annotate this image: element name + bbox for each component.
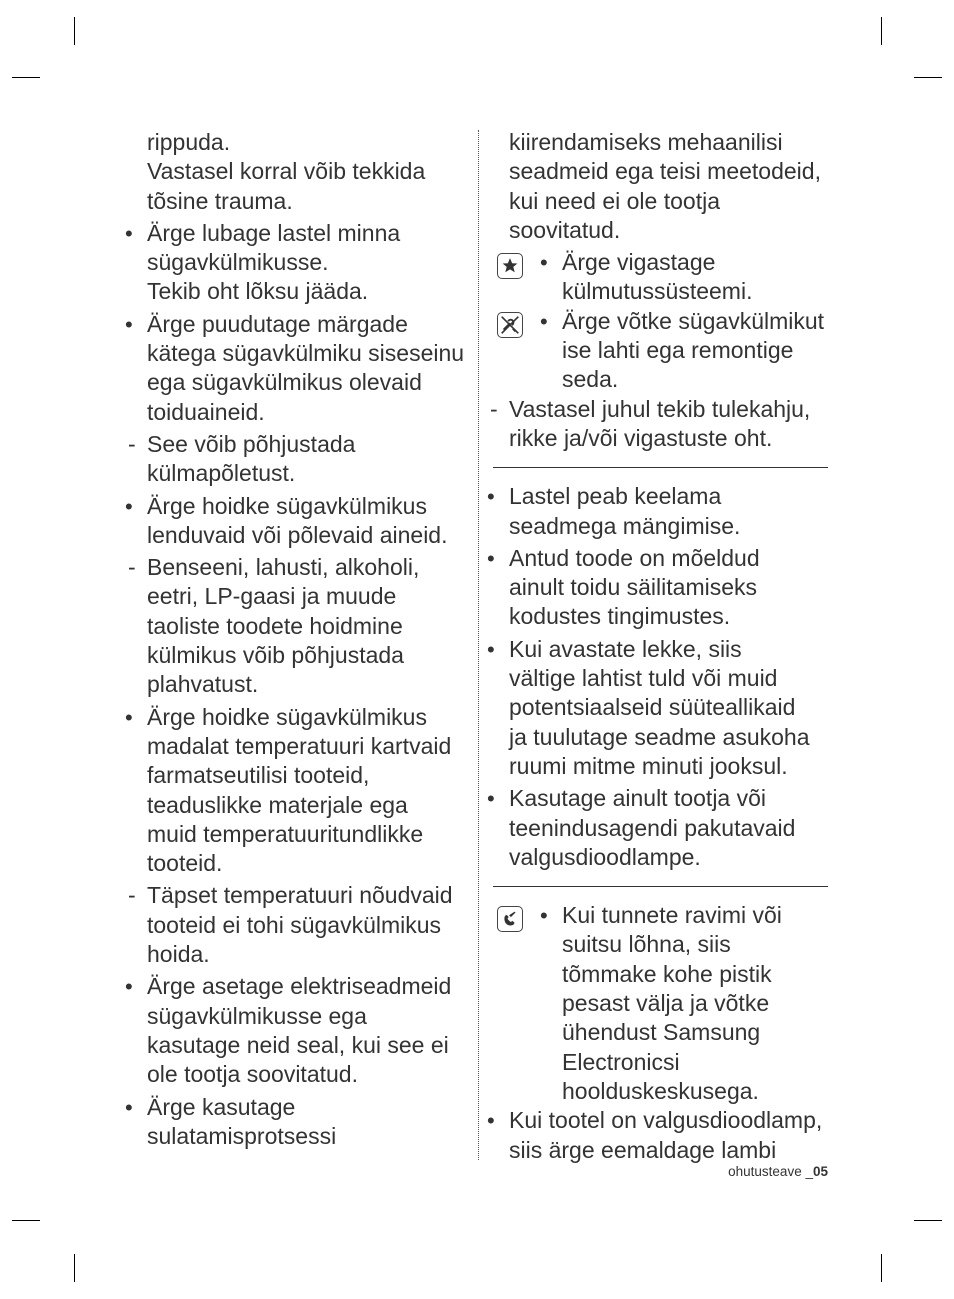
text-line: Antud toode on mõeldud [509, 544, 760, 571]
text-line: Benseeni, lahusti, alkoholi, [147, 554, 420, 581]
crop-mark [881, 1254, 882, 1282]
text-line: suitsu lõhna, siis [562, 931, 731, 958]
text-line: Kui tunnete ravimi või [562, 902, 782, 929]
text-line: seadmega mängimise. [509, 512, 741, 539]
bullet-icon: • [540, 250, 548, 276]
continued-text [486, 128, 836, 245]
crop-mark [881, 17, 882, 45]
text-line: ainult toidu säilitamiseks [509, 574, 758, 601]
crop-mark [74, 1254, 75, 1282]
right-column [486, 128, 836, 1168]
bullet-icon: • [487, 786, 495, 812]
text-line: Kui tootel on valgusdioodlamp, [509, 1107, 823, 1134]
text-line: Ärge hoidke sügavkülmikus [147, 703, 427, 730]
text-line: Kui avastate lekke, siis [509, 635, 742, 662]
text-line: tooteid. [147, 850, 223, 877]
text-line: Ärge asetage elektriseadmeid [147, 973, 452, 1000]
dash-icon: - [128, 430, 136, 457]
text-line: tõsine trauma. [147, 187, 293, 214]
text-line: külmapõletust. [147, 460, 296, 487]
text-line: muid temperatuuritundlikke [147, 820, 424, 847]
text-line: eetri, LP-gaasi ja muude [147, 583, 397, 610]
text-line: hoolduskeskusega. [562, 1077, 759, 1104]
no-disassembly-icon [497, 312, 523, 338]
text-line: kasutage neid seal, kui see ei [147, 1031, 449, 1058]
star-warning-icon [497, 253, 523, 279]
text-line: kui need ei ole tootja [509, 187, 720, 214]
text-line: potentsiaalseid süüteallikaid [509, 694, 796, 721]
text-line: pesast välja ja võtke [562, 990, 770, 1017]
text-line: Ärge lubage lastel minna [147, 219, 401, 246]
text-line: Täpset temperatuuri nõudvaid [147, 882, 453, 909]
text-line: farmatseutilisi tooteid, [147, 762, 370, 789]
text-line: ühendust Samsung [562, 1019, 761, 1046]
text-line: Ärge võtke sügavkülmikut [562, 307, 825, 334]
text-line: sulatamisprotsessi [147, 1122, 337, 1149]
text-line: siis ärge eemaldage lambi [509, 1136, 777, 1163]
dash-item [124, 881, 474, 969]
dash-icon: - [128, 882, 136, 909]
text-line: Kasutage ainult tootja või [509, 785, 767, 812]
text-line: külmikus võib põhjustada [147, 642, 404, 669]
text-line: lenduvaid või põlevaid aineid. [147, 521, 448, 548]
bullet-icon: • [125, 220, 133, 246]
bullet-item [124, 492, 474, 551]
text-line: ruumi mitme minuti jooksul. [509, 752, 788, 779]
footer-section: ohutusteave _ [728, 1164, 813, 1179]
text-line: Ärge hoidke sügavkülmikus [147, 492, 427, 519]
text-line: kiirendamiseks mehaanilisi [509, 129, 783, 155]
text-line: rippuda. [147, 129, 231, 155]
left-column [124, 128, 474, 1154]
icon-bullet-item [486, 307, 836, 395]
text-line: Ärge vigastage [562, 249, 716, 276]
bullet-icon: • [125, 493, 133, 519]
crop-mark [12, 77, 40, 78]
icon-bullet-item [486, 248, 836, 307]
text-line: soovitatud. [509, 216, 621, 243]
text-line: teaduslikke materjale ega [147, 791, 408, 818]
section-divider [493, 886, 828, 887]
page-footer [690, 1164, 828, 1179]
dash-item [124, 553, 474, 699]
text-line: ega sügavkülmikus olevaid [147, 369, 422, 396]
bullet-item [124, 1093, 474, 1152]
text-line: plahvatust. [147, 671, 259, 698]
text-line: madalat temperatuuri kartvaid [147, 732, 452, 759]
text-line: kodustes tingimustes. [509, 603, 731, 630]
text-line: külmutussüsteemi. [562, 278, 753, 305]
bullet-icon: • [487, 1108, 495, 1134]
dash-item [486, 395, 836, 454]
dash-item [124, 430, 474, 489]
dash-icon: - [128, 554, 136, 581]
dash-icon: - [490, 395, 498, 422]
text-line: ole tootja soovitatud. [147, 1061, 358, 1088]
bullet-item [124, 310, 474, 427]
bullet-icon: • [487, 484, 495, 510]
text-line: Ärge kasutage [147, 1093, 296, 1120]
text-line: ise lahti ega remontige [562, 337, 794, 364]
text-line: Vastasel juhul tekib tulekahju, [509, 395, 811, 422]
bullet-item [486, 482, 836, 541]
bullet-icon: • [487, 636, 495, 662]
page-number: 05 [812, 1164, 828, 1179]
bullet-item [486, 544, 836, 632]
text-line: Ärge puudutage märgade [147, 310, 408, 337]
crop-mark [914, 77, 942, 78]
text-line: toiduaineid. [147, 398, 265, 425]
text-line: rikke ja/või vigastuste oht. [509, 424, 773, 451]
text-line: kätega sügavkülmiku siseseinu [147, 340, 465, 367]
text-line: seadmeid ega teisi meetodeid, [509, 158, 821, 185]
text-line: See võib põhjustada [147, 430, 356, 457]
text-line: valgusdioodlampe. [509, 843, 701, 870]
bullet-icon: • [125, 311, 133, 337]
text-line: sügavkülmikusse ega [147, 1002, 367, 1029]
column-divider [478, 130, 479, 1160]
phone-service-icon [497, 906, 523, 932]
bullet-icon: • [125, 704, 133, 730]
bullet-item [124, 972, 474, 1089]
text-line: taoliste toodete hoidmine [147, 612, 403, 639]
bullet-item [124, 219, 474, 307]
text-line: ja tuulutage seadme asukoha [509, 723, 810, 750]
bullet-icon: • [125, 1094, 133, 1120]
text-line: Electronicsi [562, 1048, 680, 1075]
text-line: teenindusagendi pakutavaid [509, 814, 796, 841]
text-line: seda. [562, 366, 619, 393]
bullet-item [486, 784, 836, 872]
icon-bullet-item [486, 901, 836, 1106]
bullet-icon: • [540, 903, 548, 929]
text-line: hoida. [147, 941, 210, 968]
section-divider [493, 467, 828, 468]
bullet-icon: • [487, 545, 495, 571]
text-line: Lastel peab keelama [509, 483, 722, 510]
continued-text [124, 128, 474, 216]
text-line: Vastasel korral võib tekkida [147, 158, 426, 185]
bullet-icon: • [125, 974, 133, 1000]
crop-mark [12, 1220, 40, 1221]
bullet-item [486, 1106, 836, 1165]
bullet-item [124, 703, 474, 879]
bullet-icon: • [540, 308, 548, 334]
text-line: Tekib oht lõksu jääda. [147, 278, 369, 305]
text-line: tõmmake kohe pistik [562, 960, 772, 987]
bullet-item [486, 635, 836, 781]
text-line: sügavkülmikusse. [147, 249, 329, 276]
crop-mark [914, 1220, 942, 1221]
text-line: vältige lahtist tuld või muid [509, 665, 778, 692]
crop-mark [74, 17, 75, 45]
text-line: tooteid ei tohi sügavkülmikus [147, 911, 442, 938]
